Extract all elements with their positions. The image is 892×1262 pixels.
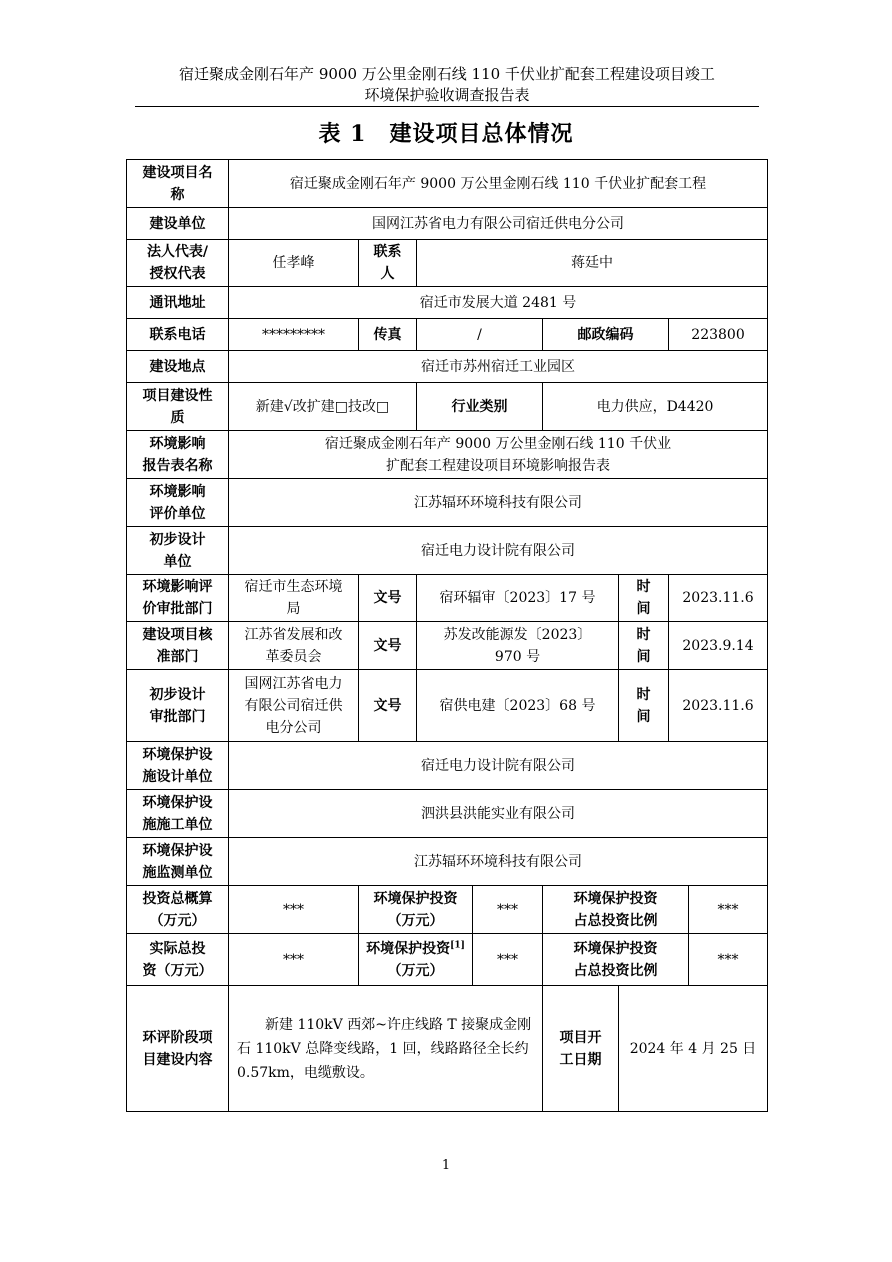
table-row [127,240,768,287]
env-invest-actual-value: *** [473,934,543,986]
env-ratio-label: 环境保护投资 占总投资比例 [543,886,689,934]
construction-unit-value: 国网江苏省电力有限公司宿迁供电分公司 [229,208,768,240]
fax-value: / [417,319,543,351]
table-row [127,838,768,886]
address-value: 宿迁市发展大道 2481 号 [229,287,768,319]
start-date-label: 项目开 工日期 [543,986,619,1112]
eia-approval-dept: 宿迁市生态环境 局 [229,575,359,622]
eia-doc-label: 文号 [359,575,417,622]
prelim-design-unit-label: 初步设计 单位 [127,527,229,575]
table-row [127,742,768,790]
table-row [127,886,768,934]
eia-time-label: 时 间 [619,575,669,622]
location-label: 建设地点 [127,351,229,383]
table-row [127,790,768,838]
project-overview-table [126,159,768,1112]
project-doc-label: 文号 [359,622,417,670]
table-row [127,670,768,742]
table-row [127,319,768,351]
table-row [127,575,768,622]
table-row [127,383,768,431]
table-row [127,208,768,240]
project-approval-label: 建设项目核 准部门 [127,622,229,670]
env-monitor-value: 江苏辐环环境科技有限公司 [229,838,768,886]
contact-person-value: 蒋廷中 [417,240,768,287]
env-ratio-actual-value: *** [689,934,768,986]
table-row [127,527,768,575]
eia-report-label: 环境影响 报告表名称 [127,431,229,479]
page-number: 1 [441,1158,451,1173]
industry-value: 电力供应，D4420 [543,383,768,431]
content-label: 环评阶段项 目建设内容 [127,986,229,1112]
postcode-value: 223800 [669,319,768,351]
prelim-design-unit-value: 宿迁电力设计院有限公司 [229,527,768,575]
invest-budget-value: *** [229,886,359,934]
eia-unit-value: 江苏辐环环境科技有限公司 [229,479,768,527]
env-design-value: 宿迁电力设计院有限公司 [229,742,768,790]
eia-unit-label: 环境影响 评价单位 [127,479,229,527]
table-row [127,934,768,986]
prelim-doc-value: 宿供电建〔2023〕68 号 [417,670,619,742]
prelim-time-label: 时 间 [619,670,669,742]
env-ratio-value: *** [689,886,768,934]
invest-budget-label: 投资总概算 （万元） [127,886,229,934]
table-row [127,431,768,479]
nature-label: 项目建设性 质 [127,383,229,431]
contact-person-label: 联系 人 [359,240,417,287]
content-value: 新建 110kV 西郊~许庄线路 T 接聚成金刚石 110kV 总降变线路，1 回，线路路径全长约 0.57km，电缆敷设。 [229,986,543,1112]
table-row [127,986,768,1112]
prelim-approval-dept: 国网江苏省电力 有限公司宿迁供 电分公司 [229,670,359,742]
env-design-label: 环境保护设 施设计单位 [127,742,229,790]
table-title: 表 1 建设项目总体情况 [318,121,574,147]
report-header [135,64,759,106]
env-invest-label: 环境保护投资 （万元） [359,886,473,934]
prelim-doc-label: 文号 [359,670,417,742]
table-row [127,622,768,670]
eia-report-value: 宿迁聚成金刚石年产 9000 万公里金刚石线 110 千伏业 扩配套工程建设项目环境影响报告表 [229,431,768,479]
industry-label: 行业类别 [417,383,543,431]
env-invest-actual-label: 环境保护投资[1] （万元） [359,934,473,986]
invest-actual-value: *** [229,934,359,986]
eia-approval-label: 环境影响评 价审批部门 [127,575,229,622]
start-date-value: 2024 年 4 月 25 日 [619,986,768,1112]
phone-label: 联系电话 [127,319,229,351]
env-construction-label: 环境保护设 施施工单位 [127,790,229,838]
invest-actual-label: 实际总投 资（万元） [127,934,229,986]
address-label: 通讯地址 [127,287,229,319]
construction-unit-label: 建设单位 [127,208,229,240]
project-time-label: 时 间 [619,622,669,670]
legal-rep-label: 法人代表/ 授权代表 [127,240,229,287]
header-line-1: 宿迁聚成金刚石年产 9000 万公里金刚石线 110 千伏业扩配套工程建设项目竣工 [179,65,715,83]
table-row [127,287,768,319]
header-divider [135,106,759,107]
header-line-2: 环境保护验收调查报告表 [364,86,530,104]
nature-value: 新建√改扩建□技改□ [229,383,417,431]
table-row [127,160,768,208]
env-construction-value: 泗洪县洪能实业有限公司 [229,790,768,838]
project-name-label: 建设项目名 称 [127,160,229,208]
prelim-time-value: 2023.11.6 [669,670,768,742]
table-row [127,479,768,527]
eia-time-value: 2023.11.6 [669,575,768,622]
project-approval-dept: 江苏省发展和改 革委员会 [229,622,359,670]
fax-label: 传真 [359,319,417,351]
phone-value: ********* [229,319,359,351]
table-row [127,351,768,383]
eia-doc-value: 宿环辐审〔2023〕17 号 [417,575,619,622]
env-monitor-label: 环境保护设 施监测单位 [127,838,229,886]
legal-rep-value: 任孝峰 [229,240,359,287]
env-ratio-actual-label: 环境保护投资 占总投资比例 [543,934,689,986]
location-value: 宿迁市苏州宿迁工业园区 [229,351,768,383]
env-invest-value: *** [473,886,543,934]
postcode-label: 邮政编码 [543,319,669,351]
project-doc-value: 苏发改能源发〔2023〕 970 号 [417,622,619,670]
project-name-value: 宿迁聚成金刚石年产 9000 万公里金刚石线 110 千伏业扩配套工程 [229,160,768,208]
prelim-approval-label: 初步设计 审批部门 [127,670,229,742]
project-time-value: 2023.9.14 [669,622,768,670]
